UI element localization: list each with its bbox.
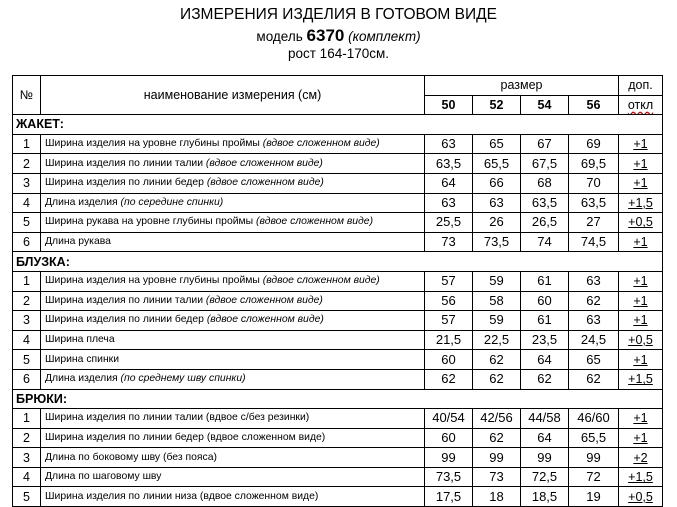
tolerance-value: +1 [633,137,648,152]
table-row [13,232,663,252]
size-value: 18 [473,487,521,507]
table-row [13,467,663,487]
measurement-note: (по среднему шву спинки) [120,373,246,385]
measurement-name-cell [41,291,425,311]
section-title: БЛУЗКА: [13,252,663,272]
row-number: 1 [13,409,41,429]
measurement-name-cell [41,154,425,174]
tolerance-value: +0,5 [628,215,653,230]
measurement-name-cell [41,467,425,487]
measurement-name-cell [41,350,425,370]
size-value: 60 [521,291,569,311]
tolerance-value: +1,5 [628,195,653,210]
size-value: 56 [425,291,473,311]
size-value: 73,5 [473,232,521,252]
measurement-name: Ширина изделия по линии бедер [45,314,204,326]
tolerance-cell [619,350,663,370]
size-value: 63 [569,271,619,291]
measurement-name: Длина рукава [45,236,111,248]
measurement-name-cell [41,213,425,233]
tolerance-value: +1 [633,156,648,171]
header-row-1 [13,76,663,96]
table-row [13,487,663,507]
tolerance-value: +1 [633,274,648,289]
size-value: 18,5 [521,487,569,507]
row-number: 2 [13,428,41,448]
size-value: 21,5 [425,330,473,350]
tolerance-value: +1 [633,352,648,367]
size-value: 17,5 [425,487,473,507]
size-header: 52 [473,95,521,115]
row-number: 4 [13,330,41,350]
measurement-name-cell [41,271,425,291]
model-note: (комплект) [348,29,421,44]
size-value: 62 [521,369,569,389]
row-number: 1 [13,134,41,154]
table-row [13,193,663,213]
size-value: 59 [473,311,521,331]
size-value: 65,5 [473,154,521,174]
row-number: 5 [13,350,41,370]
tolerance-cell [619,369,663,389]
measurement-name: Длина изделия [45,196,118,208]
size-value: 26,5 [521,213,569,233]
col-tol-header-2 [619,95,663,115]
measurement-name: Длина по боковому шву (без пояса) [45,451,217,463]
measurement-name: Длина по шаговому шву [45,471,162,483]
size-value: 73 [425,232,473,252]
table-row [13,409,663,429]
size-value: 62 [569,369,619,389]
table-row [13,271,663,291]
size-value: 99 [473,448,521,468]
tolerance-cell [619,134,663,154]
size-value: 73 [473,467,521,487]
col-name-header: наименование измерения (см) [41,76,425,115]
table-row [13,428,663,448]
tolerance-value: +1 [633,313,648,328]
measurement-name-cell [41,134,425,154]
size-value: 60 [425,350,473,370]
tolerance-value: +0,5 [628,333,653,348]
section-row [13,115,663,135]
size-value: 27 [569,213,619,233]
row-number: 5 [13,487,41,507]
measurement-name-cell [41,409,425,429]
tolerance-value: +1 [633,411,648,426]
measurement-name-cell [41,173,425,193]
size-header: 50 [425,95,473,115]
tolerance-value: +1,5 [628,470,653,485]
tolerance-cell [619,428,663,448]
table-row [13,173,663,193]
size-value: 63,5 [425,154,473,174]
measurement-name: Ширина изделия по линии низа (вдвое сложенном виде) [45,490,319,502]
size-value: 26 [473,213,521,233]
size-value: 22,5 [473,330,521,350]
size-value: 99 [569,448,619,468]
size-value: 57 [425,311,473,331]
size-value: 42/56 [473,409,521,429]
model-number: 6370 [306,26,345,45]
size-value: 67 [521,134,569,154]
size-value: 66 [473,173,521,193]
row-number: 4 [13,193,41,213]
size-value: 67,5 [521,154,569,174]
size-value: 68 [521,173,569,193]
row-number: 4 [13,467,41,487]
measurement-name-cell [41,448,425,468]
tolerance-cell [619,409,663,429]
measurement-note: (вдвое сложенном виде) [206,177,324,189]
tolerance-cell [619,173,663,193]
tolerance-cell [619,291,663,311]
table-row [13,134,663,154]
size-value: 63,5 [521,193,569,213]
section-title: БРЮКИ: [13,389,663,409]
measurement-note: (вдвое сложенном виде) [205,157,323,169]
size-value: 44/58 [521,409,569,429]
measurement-name-cell [41,369,425,389]
row-number: 6 [13,369,41,389]
measurement-name-cell [41,193,425,213]
size-value: 72,5 [521,467,569,487]
tolerance-cell [619,311,663,331]
tolerance-value: +0,5 [628,489,653,504]
size-value: 69,5 [569,154,619,174]
table-row [13,330,663,350]
tolerance-value: +1 [633,293,648,308]
size-value: 61 [521,271,569,291]
size-value: 73,5 [425,467,473,487]
tolerance-cell [619,193,663,213]
size-value: 57 [425,271,473,291]
size-value: 23,5 [521,330,569,350]
size-value: 72 [569,467,619,487]
size-value: 64 [521,350,569,370]
model-line [0,26,677,46]
tolerance-cell [619,330,663,350]
size-header: 56 [569,95,619,115]
table-row [13,448,663,468]
tolerance-cell [619,232,663,252]
size-value: 59 [473,271,521,291]
size-value: 63,5 [569,193,619,213]
table-row [13,350,663,370]
table-body [13,115,663,507]
measurement-name-cell [41,487,425,507]
table-row [13,213,663,233]
size-value: 63 [425,193,473,213]
measurement-name: Ширина изделия на уровне глубины проймы [45,138,260,150]
table-row [13,311,663,331]
size-value: 60 [425,428,473,448]
measurement-name: Ширина изделия по линии бедер (вдвое сложенном виде) [45,431,326,443]
size-value: 99 [425,448,473,468]
size-value: 70 [569,173,619,193]
measurement-name: Ширина изделия по линии талии [45,157,204,169]
measurement-name-cell [41,428,425,448]
size-value: 63 [569,311,619,331]
row-number: 6 [13,232,41,252]
size-value: 62 [473,428,521,448]
height-line: рост 164-170см. [287,46,390,61]
tolerance-cell [619,448,663,468]
measurement-note: (вдвое сложенном виде) [205,294,323,306]
size-value: 69 [569,134,619,154]
row-number: 2 [13,291,41,311]
tolerance-value: +1,5 [628,372,653,387]
section-row [13,252,663,272]
measurement-name: Ширина спинки [45,353,120,365]
size-header: 54 [521,95,569,115]
col-tol-header-2-text: откл [627,97,654,112]
tolerance-cell [619,271,663,291]
size-value: 74 [521,232,569,252]
size-value: 46/60 [569,409,619,429]
measurement-note: (вдвое сложенном виде) [262,275,380,287]
tolerance-cell [619,487,663,507]
row-number: 5 [13,213,41,233]
size-value: 99 [521,448,569,468]
measurement-name: Ширина плеча [45,334,115,346]
size-value: 62 [425,369,473,389]
document-title: ИЗМЕРЕНИЯ ИЗДЕЛИЯ В ГОТОВОМ ВИДЕ [180,6,497,23]
tolerance-value: +2 [633,450,648,465]
row-number: 2 [13,154,41,174]
size-value: 64 [521,428,569,448]
measurement-note: (вдвое сложенном виде) [262,138,380,150]
measurement-name-cell [41,232,425,252]
size-value: 62 [473,369,521,389]
measurement-note: (вдвое сложенном виде) [256,216,374,228]
row-number: 3 [13,448,41,468]
measurement-name: Ширина изделия по линии талии (вдвое с/без резинки) [45,412,310,424]
size-value: 58 [473,291,521,311]
measurement-note: (вдвое сложенном виде) [206,314,324,326]
measurement-name: Длина изделия [45,373,118,385]
col-tol-header-1: доп. [619,76,663,96]
size-value: 40/54 [425,409,473,429]
size-value: 64 [425,173,473,193]
table-row [13,154,663,174]
tolerance-cell [619,213,663,233]
measurement-note: (по середине спинки) [120,196,224,208]
size-value: 62 [473,350,521,370]
tolerance-cell [619,154,663,174]
measurement-name: Ширина изделия на уровне глубины проймы [45,275,260,287]
measurement-name-cell [41,311,425,331]
size-value: 65 [473,134,521,154]
size-value: 19 [569,487,619,507]
measurements-table [12,75,663,507]
table-row [13,369,663,389]
section-row [13,389,663,409]
tolerance-value: +1 [633,176,648,191]
row-number: 1 [13,271,41,291]
size-value: 61 [521,311,569,331]
size-value: 62 [569,291,619,311]
row-number: 3 [13,311,41,331]
size-value: 25,5 [425,213,473,233]
size-value: 74,5 [569,232,619,252]
tolerance-value: +1 [633,430,648,445]
measurement-name: Ширина рукава на уровне глубины проймы [45,216,254,228]
size-value: 63 [425,134,473,154]
tolerance-cell [619,467,663,487]
model-prefix: модель [256,29,303,44]
size-value: 63 [473,193,521,213]
col-size-header: размер [425,76,619,96]
section-title: ЖАКЕТ: [13,115,663,135]
measurement-name: Ширина изделия по линии бедер [45,177,204,189]
col-num-header: № [13,76,41,115]
measurement-name: Ширина изделия по линии талии [45,294,204,306]
tolerance-value: +1 [633,235,648,250]
size-value: 65,5 [569,428,619,448]
row-number: 3 [13,173,41,193]
table-row [13,291,663,311]
size-value: 65 [569,350,619,370]
size-value: 24,5 [569,330,619,350]
measurement-name-cell [41,330,425,350]
